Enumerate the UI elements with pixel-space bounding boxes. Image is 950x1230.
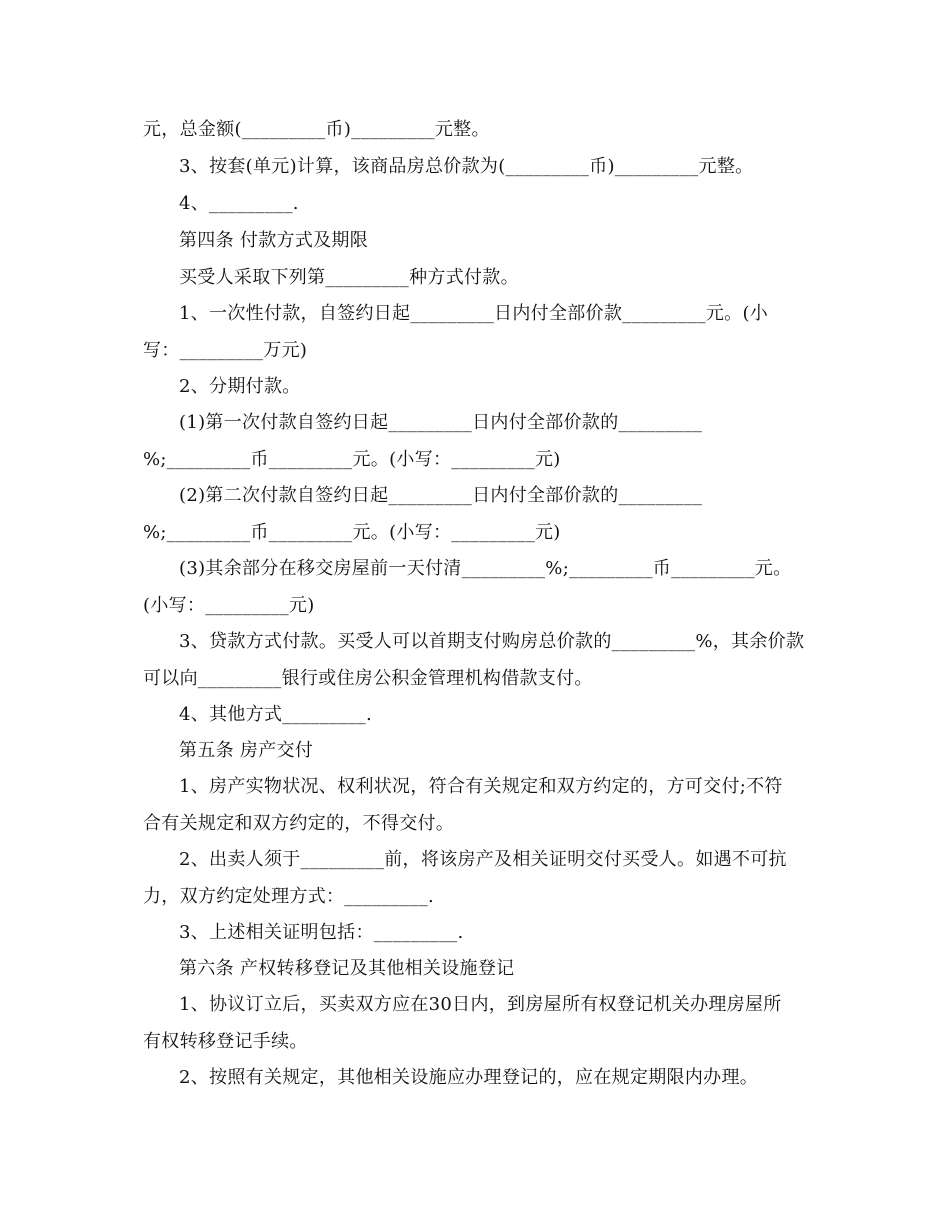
text-line-registration-2: 2、按照有关规定，其他相关设施应办理登记的，应在规定期限内办理。 [179, 1067, 759, 1088]
text-line-installment-1-cont: %;_________币_________元。(小写：_________元) [143, 449, 561, 470]
text-line-installment-1: (1)第一次付款自签约日起_________日内付全部价款的_________ [179, 412, 703, 433]
section-heading-article-4: 第四条 付款方式及期限 [179, 230, 369, 251]
text-line-loan-payment: 3、贷款方式付款。买受人可以首期支付购房总价款的_________%，其余价款 [179, 631, 805, 652]
text-line-installment-3: (3)其余部分在移交房屋前一天付清_________%;_________币_________元。 [179, 558, 792, 579]
text-line-delivery-3: 3、上述相关证明包括：_________. [179, 922, 464, 943]
text-line-delivery-1-cont: 合有关规定和双方约定的，不得交付。 [143, 813, 455, 834]
text-line-lump-sum-cont: 写：_________万元) [143, 340, 308, 361]
text-line-loan-payment-cont: 可以向_________银行或住房公积金管理机构借款支付。 [143, 668, 593, 689]
text-line-delivery-2: 2、出卖人须于_________前，将该房产及相关证明交付买受人。如遇不可抗 [179, 849, 787, 870]
text-line-installment-3-cont: (小写：_________元) [143, 595, 315, 616]
text-line-installment-2: (2)第二次付款自签约日起_________日内付全部价款的_________ [179, 485, 703, 506]
section-heading-article-6: 第六条 产权转移登记及其他相关设施登记 [179, 958, 515, 979]
text-line-other-method: 4、其他方式_________. [179, 704, 372, 725]
text-line-registration-1-cont: 有权转移登记手续。 [143, 1031, 308, 1052]
text-line-clause-3-3: 3、按套(单元)计算，该商品房总价款为(_________币)_________元整。 [179, 156, 754, 177]
text-line-registration-1: 1、协议订立后，买卖双方应在30日内，到房屋所有权登记机关办理房屋所 [179, 994, 782, 1015]
text-line-lump-sum: 1、一次性付款，自签约日起_________日内付全部价款_________元。(小 [179, 303, 769, 324]
text-line-clause-3-4: 4、_________. [179, 193, 299, 214]
text-line-installment-2-cont: %;_________币_________元。(小写：_________元) [143, 522, 561, 543]
text-line-delivery-2-cont: 力，双方约定处理方式：_________. [143, 886, 435, 907]
text-line-delivery-1: 1、房产实物状况、权利状况，符合有关规定和双方约定的，方可交付;不符 [179, 776, 783, 797]
text-line-total-amount: 元，总金额(_________币)_________元整。 [143, 119, 490, 140]
text-line-payment-method: 买受人采取下列第_________种方式付款。 [179, 267, 519, 288]
section-heading-article-5: 第五条 房产交付 [179, 740, 314, 761]
text-line-installment: 2、分期付款。 [179, 376, 301, 397]
